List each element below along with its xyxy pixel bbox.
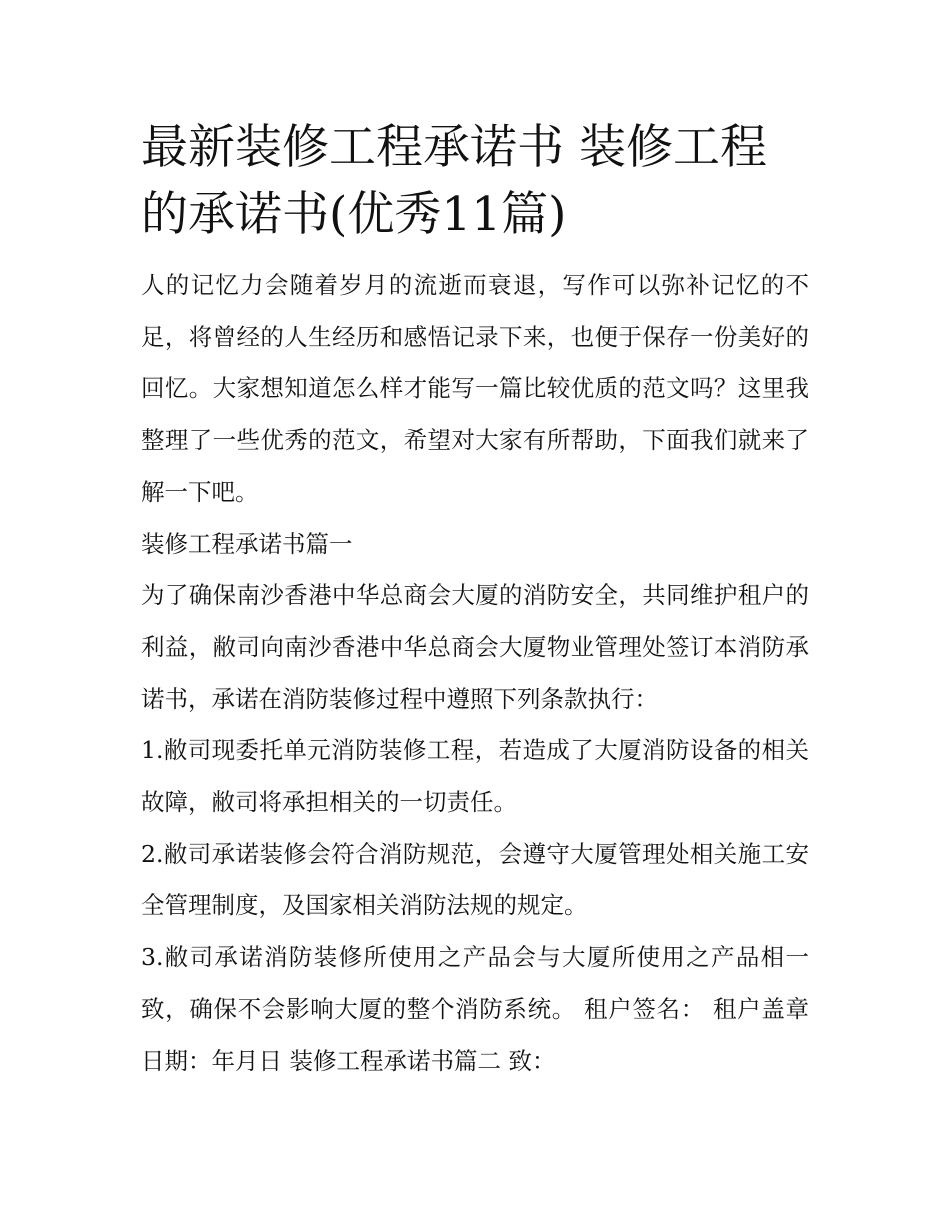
clause-2: 2.敝司承诺装修会符合消防规范，会遵守大厦管理处相关施工安全管理制度，及国家相关消防法规的规定。: [141, 839, 809, 920]
section-heading: 装修工程承诺书篇一: [141, 529, 353, 558]
clause-3: 3.敝司承诺消防装修所使用之产品会与大厦所使用之产品相一致，确保不会影响大厦的整个消防系统。 租户签名： 租户盖章 日期：年月日 装修工程承诺书篇二 致：: [141, 943, 809, 1075]
clause-1: 1.敝司现委托单元消防装修工程，若造成了大厦消防设备的相关故障，敝司将承担相关的一切责任。: [141, 736, 809, 817]
intro-paragraph: 人的记忆力会随着岁月的流逝而衰退，写作可以弥补记忆的不足，将曾经的人生经历和感悟记录下来，也便于保存一份美好的回忆。大家想知道怎么样才能写一篇比较优质的范文吗？这里我整理了一些优秀的范文，希望对大家有所帮助，下面我们就来了解一下吧。: [141, 271, 809, 506]
body-paragraph: 为了确保南沙香港中华总商会大厦的消防安全，共同维护租户的利益，敝司向南沙香港中华总商会大厦物业管理处签订本消防承诺书，承诺在消防装修过程中遵照下列条款执行：: [141, 581, 809, 713]
document-body: [141, 114, 809, 1087]
document-title: 最新装修工程承诺书 装修工程的承诺书(优秀11篇): [141, 120, 767, 242]
